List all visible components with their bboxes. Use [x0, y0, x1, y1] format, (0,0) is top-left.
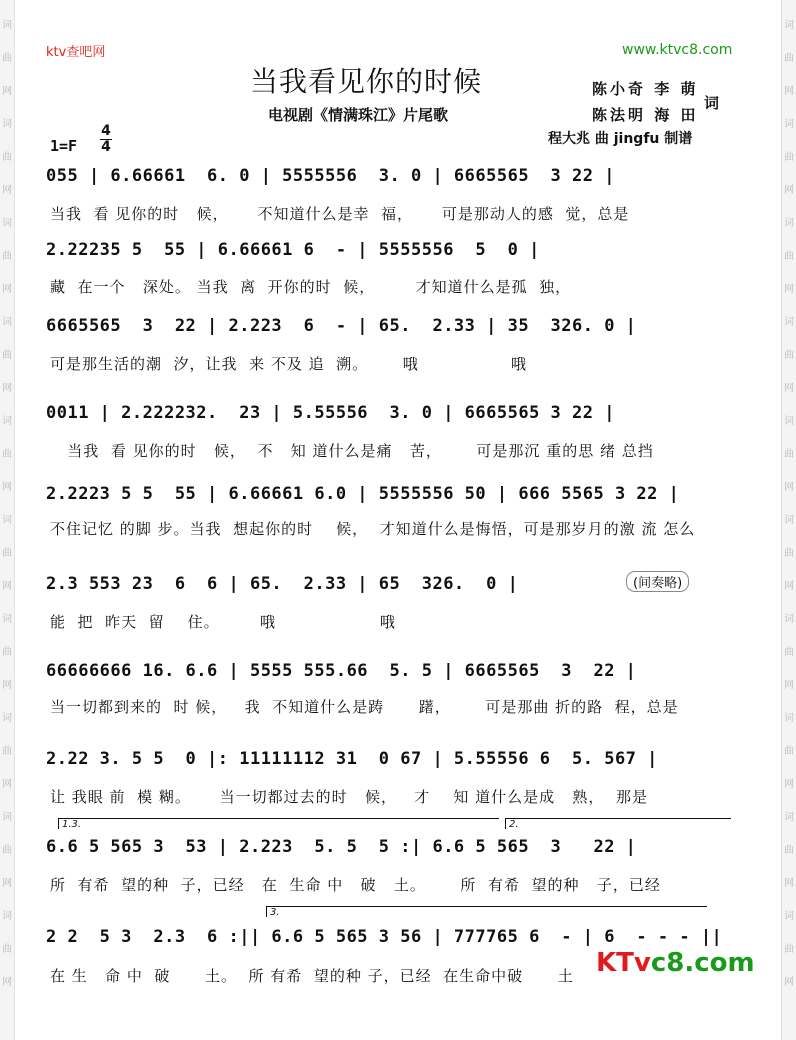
side-watermark-char: 曲 [2, 548, 12, 559]
time-sig-top: 4 [101, 123, 111, 139]
side-watermark-char: 曲 [784, 251, 794, 262]
lyrics-row-7: 当一切都到来的 时 候， 我 不知道什么是踌 躇， 可是那曲 折的路 程，总是 [50, 698, 679, 716]
lyrics-row-4: 当我 看 见你的时 候， 不 知 道什么是痛 苦， 可是那沉 重的思 绪 总挡 [50, 442, 654, 460]
notes-text: 055 | 6.66661 6. 0 | 5555556 3. 0 | 6665565 3 22 | [46, 166, 615, 186]
lyricists-line-2: 陈法明 海 田 [592, 106, 699, 124]
side-watermark-char: 词 [784, 119, 794, 130]
side-watermark-char: 网 [2, 86, 12, 97]
side-watermark-char: 词 [2, 812, 12, 823]
side-watermark-char: 网 [784, 779, 794, 790]
side-watermark-char: 网 [2, 779, 12, 790]
time-sig-bottom: 4 [101, 139, 111, 155]
notes-row-4 [46, 403, 615, 433]
lyricists-suffix: 词 [704, 94, 720, 112]
side-watermark-char: 词 [2, 317, 12, 328]
side-watermark-char: 网 [2, 878, 12, 889]
side-watermark-char: 曲 [784, 152, 794, 163]
time-signature [100, 124, 112, 155]
side-watermark-char: 词 [2, 713, 12, 724]
side-watermark-char: 曲 [2, 53, 12, 64]
side-watermark-char: 网 [784, 284, 794, 295]
side-watermark-char: 曲 [2, 845, 12, 856]
notes-row-2 [46, 240, 540, 270]
interlude-note: (间奏略) [626, 571, 689, 592]
side-watermark-char: 曲 [2, 746, 12, 757]
lyrics-row-1: 当我 看 见你的时 候， 不知道什么是幸 福， 可是那动人的感 觉，总是 [50, 205, 630, 223]
volta-label-3: 3. [270, 907, 280, 918]
watermark-k: KTv [596, 948, 651, 978]
side-watermark-char: 网 [784, 185, 794, 196]
side-watermark-char: 曲 [784, 350, 794, 361]
notes-text: 6665565 3 22 | 2.223 6 - | 65. 2.33 | 35 326. 0 | [46, 316, 637, 336]
key-signature: 1=F [50, 137, 78, 155]
notes-text: 2.22235 5 55 | 6.66661 6 - | 5555556 5 0 | [46, 240, 540, 260]
side-watermark-char: 曲 [2, 449, 12, 460]
side-watermark-char: 词 [784, 20, 794, 31]
notes-text: 2.22 3. 5 5 0 |: 11111112 31 0 67 | 5.55556 6 5. 567 | [46, 749, 658, 769]
watermark-logo [596, 948, 755, 978]
side-watermark-char: 词 [2, 20, 12, 31]
lyrics-row-5: 不住记忆 的脚 步。当我 想起你的时 候， 才知道什么是悔悟，可是那岁月的激 流 怎么 [50, 520, 696, 538]
notes-row-7 [46, 661, 636, 691]
notes-text: 0011 | 2.222232. 23 | 5.55556 3. 0 | 6665565 3 22 | [46, 403, 615, 423]
notes-row-3 [46, 316, 636, 346]
side-watermark-char: 网 [2, 185, 12, 196]
side-watermark-char: 词 [784, 416, 794, 427]
left-side-strip [0, 0, 15, 1040]
side-watermark-char: 曲 [784, 845, 794, 856]
notes-text: 2.3 553 23 6 6 | 65. 2.33 | 65 326. 0 | [46, 574, 519, 594]
side-watermark-char: 词 [784, 218, 794, 229]
notes-text: 66666666 16. 6.6 | 5555 555.66 5. 5 | 6665565 3 22 | [46, 661, 637, 681]
notes-text: 2.2223 5 5 55 | 6.66661 6.0 | 5555556 50 | 666 5565 3 22 | [46, 484, 680, 504]
composer-credit: 程大兆 曲 jingfu 制谱 [548, 131, 693, 147]
watermark-t: c8.com [650, 948, 755, 978]
side-watermark-char: 网 [2, 680, 12, 691]
side-watermark-char: 网 [784, 581, 794, 592]
side-watermark-char: 网 [784, 86, 794, 97]
side-watermark-char: 曲 [784, 548, 794, 559]
lyrics-row-6: 能 把 昨天 留 住。 哦 哦 [50, 613, 396, 631]
side-watermark-char: 词 [784, 317, 794, 328]
side-watermark-char: 曲 [2, 647, 12, 658]
side-watermark-char: 曲 [784, 746, 794, 757]
side-watermark-char: 网 [2, 581, 12, 592]
side-watermark-char: 词 [2, 911, 12, 922]
notes-row-1 [46, 166, 615, 196]
side-watermark-char: 词 [784, 515, 794, 526]
side-watermark-char: 曲 [2, 251, 12, 262]
side-watermark-char: 词 [2, 416, 12, 427]
side-watermark-char: 网 [784, 482, 794, 493]
volta-bracket-3 [266, 906, 707, 917]
side-watermark-char: 网 [784, 383, 794, 394]
side-watermark-char: 网 [2, 977, 12, 988]
side-watermark-char: 词 [784, 614, 794, 625]
lyrics-row-2: 藏 在一个 深处。 当我 离 开你的时 候， 才知道什么是孤 独， [50, 278, 572, 296]
side-watermark-char: 曲 [784, 944, 794, 955]
notes-row-9 [46, 837, 636, 867]
notes-row-5 [46, 484, 679, 514]
lyrics-row-3: 可是那生活的潮 汐，让我 来 不及 追 溯。 哦 哦 [50, 355, 528, 373]
notes-row-8 [46, 749, 658, 779]
side-watermark-char: 词 [2, 614, 12, 625]
lyricists-line-1: 陈小奇 李 萌 [592, 80, 699, 98]
lyrics-row-9: 所 有希 望的种 子，已经 在 生命 中 破 土。 所 有希 望的种 子，已经 [50, 876, 661, 894]
site-name-left[interactable]: ktv查吧网 [46, 45, 106, 60]
side-watermark-char: 曲 [784, 647, 794, 658]
side-watermark-char: 网 [2, 284, 12, 295]
side-watermark-char: 词 [784, 911, 794, 922]
notes-text: 2 2 5 3 2.3 6 :|| 6.6 5 565 3 56 | 777765 6 - | 6 - - - || [46, 927, 723, 947]
side-watermark-char: 网 [784, 680, 794, 691]
lyrics-row-10: 在 生 命 中 破 土。 所 有希 望的种 子，已经 在生命中破 土 [50, 967, 574, 985]
side-watermark-char: 词 [2, 119, 12, 130]
volta-bracket-2 [505, 818, 731, 829]
side-watermark-char: 曲 [784, 53, 794, 64]
notes-text: 6.6 5 565 3 53 | 2.223 5. 5 5 :| 6.6 5 565 3 22 | [46, 837, 637, 857]
volta-label-2: 2. [509, 819, 519, 830]
side-watermark-char: 网 [2, 383, 12, 394]
side-watermark-char: 曲 [2, 152, 12, 163]
volta-bracket-1 [58, 818, 499, 829]
side-watermark-char: 曲 [2, 944, 12, 955]
song-title: 当我看见你的时候 [250, 65, 483, 98]
volta-label-1: 1.3. [62, 819, 82, 830]
notes-row-6 [46, 574, 518, 604]
lyrics-row-8: 让 我眼 前 模 糊。 当一切都过去的时 候， 才 知 道什么是成 熟， 那是 [50, 788, 648, 806]
side-watermark-char: 词 [2, 515, 12, 526]
song-subtitle: 电视剧《情满珠江》片尾歌 [268, 106, 449, 124]
side-watermark-char: 网 [2, 482, 12, 493]
side-watermark-char: 曲 [2, 350, 12, 361]
side-watermark-char: 词 [784, 713, 794, 724]
side-watermark-char: 词 [2, 218, 12, 229]
side-watermark-char: 曲 [784, 449, 794, 460]
site-url-right[interactable]: www.ktvc8.com [622, 42, 733, 58]
side-watermark-char: 网 [784, 977, 794, 988]
right-side-strip [781, 0, 796, 1040]
side-watermark-char: 词 [784, 812, 794, 823]
side-watermark-char: 网 [784, 878, 794, 889]
